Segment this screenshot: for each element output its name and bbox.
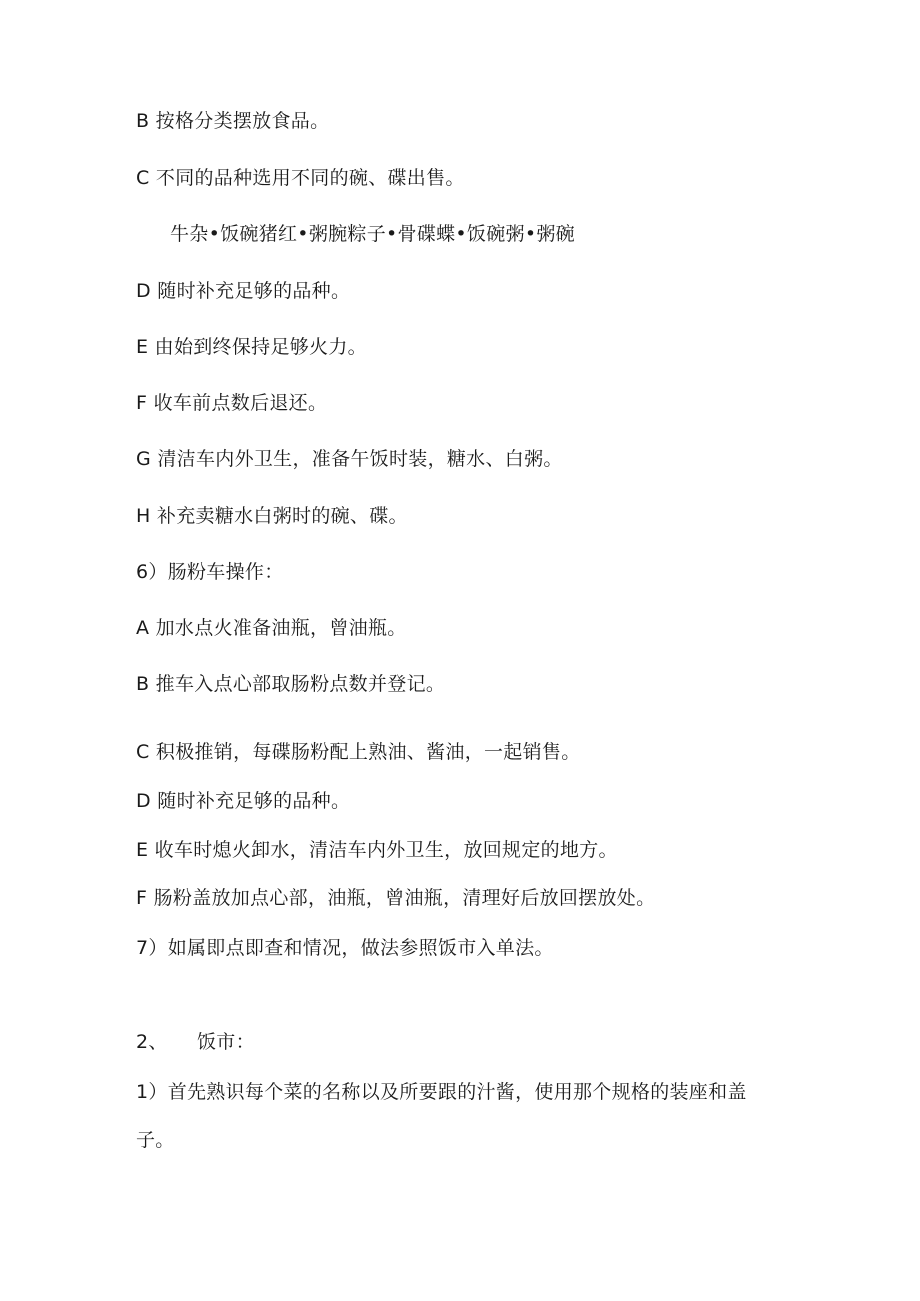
text-line: D 随时补充足够的品种。 xyxy=(136,790,351,812)
section-title: 饭市： xyxy=(197,1031,255,1053)
text-line: D 随时补充足够的品种。 xyxy=(136,280,351,302)
text-line: H 补充卖糖水白粥时的碗、碟。 xyxy=(136,505,408,527)
text-line: 7）如属即点即查和情况，做法参照饭市入单法。 xyxy=(136,937,554,959)
text-line: F 收车前点数后退还。 xyxy=(136,392,328,414)
text-line: 牛杂•饭碗猪红•粥腕粽子•骨碟蝶•饭碗粥•粥碗 xyxy=(170,223,575,245)
text-line: 6）肠粉车操作： xyxy=(136,561,284,583)
text-line: G 清洁车内外卫生，准备午饭时装，糖水、白粥。 xyxy=(136,448,563,470)
text-line: E 收车时熄火卸水，清洁车内外卫生，放回规定的地方。 xyxy=(136,839,618,861)
text-line: B 按格分类摆放食品。 xyxy=(136,110,330,132)
text-line: C 积极推销，每碟肠粉配上熟油、酱油，一起销售。 xyxy=(136,741,581,763)
text-line: C 不同的品种选用不同的碗、碟出售。 xyxy=(136,167,465,189)
text-line: B 推车入点心部取肠粉点数并登记。 xyxy=(136,673,446,695)
paragraph-line: 1）首先熟识每个菜的名称以及所要跟的汁酱，使用那个规格的装座和盖 xyxy=(136,1081,747,1103)
text-line: A 加水点火准备油瓶，曾油瓶。 xyxy=(136,617,407,639)
section-number: 2、 xyxy=(136,1031,168,1053)
text-line: E 由始到终保持足够火力。 xyxy=(136,336,367,358)
text-line: F 肠粉盖放加点心部，油瓶，曾油瓶，清理好后放回摆放处。 xyxy=(136,887,656,909)
paragraph-line: 子。 xyxy=(136,1129,175,1151)
